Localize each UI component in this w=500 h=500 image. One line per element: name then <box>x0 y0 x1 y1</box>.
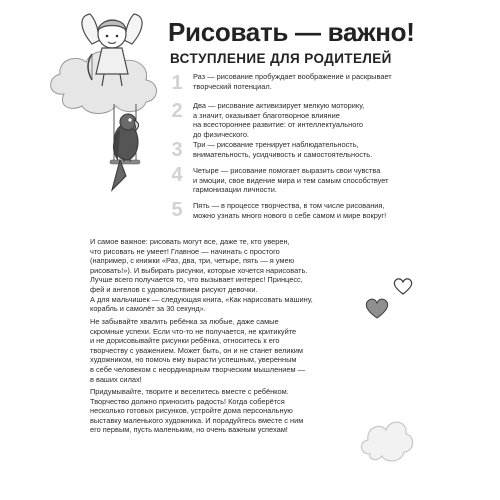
paragraph-line: что рисовать не умеет! Главное — начинать с простого <box>90 246 280 256</box>
paragraph-line: И самое важное: рисовать могут все, даже те, кто уверен, <box>90 237 290 246</box>
body-paragraph-1 <box>90 237 313 314</box>
reason-line: Четыре — рисование помогает выразить свои чувства <box>193 166 381 175</box>
heart-icon <box>364 296 390 320</box>
paragraph-line: фей и ангелов с удовольствием рисуют девочки. <box>90 284 258 294</box>
reason-number: 5 <box>171 199 183 221</box>
paragraph-line: Лучше всего получается то, что вызывает интерес! Принцесс, <box>90 275 303 285</box>
body-paragraph-2 <box>90 317 305 384</box>
reason-line: можно узнать много нового о себе самом и мире вокруг! <box>193 210 387 220</box>
paragraph-line: в себе человеком с неординарным творческим мышлением — <box>90 364 306 374</box>
reason-line: до физического. <box>193 129 249 139</box>
reason-line: внимательность, усидчивость и самостоятельность. <box>193 149 373 159</box>
reason-item <box>193 201 441 220</box>
page-subtitle: ВСТУПЛЕНИЕ ДЛЯ РОДИТЕЛЕЙ <box>170 51 392 66</box>
paragraph-line: Творчество должно приносить радость! Когда соберётся <box>90 396 285 406</box>
reason-number: 1 <box>171 72 183 94</box>
heart-icon <box>392 276 414 296</box>
body-paragraph-3 <box>90 387 303 435</box>
reason-number: 2 <box>171 100 183 122</box>
paragraph-line: и не дорисовывайте рисунки ребёнка, относитесь к его <box>90 336 280 346</box>
paragraph-line: в ваших силах! <box>90 374 142 384</box>
reason-line: Раз — рисование пробуждает воображение и раскрывает <box>193 72 392 81</box>
paragraph-line: (например, с книжки «Раз, два, три, четыре, пять — я умею <box>90 256 295 266</box>
reason-item <box>193 101 441 139</box>
reason-line: а значит, оказывает благотворное влияние <box>193 110 340 120</box>
reason-line: творческий потенциал. <box>193 81 272 91</box>
page-title: Рисовать — важно! <box>168 17 415 47</box>
paragraph-line: несколько готовых рисунков, устройте дома персональную <box>90 406 293 416</box>
paragraph-line: скромные успехи. Если что-то не получается, не критикуйте <box>90 326 297 336</box>
reason-line: Три — рисование тренирует наблюдательность, <box>193 140 359 149</box>
reason-item <box>193 140 441 159</box>
reason-line: гармонизации личности. <box>193 185 277 195</box>
paragraph-line: творчеству с уважением. Может быть, он и не станет великим <box>90 345 303 355</box>
reason-number: 4 <box>171 164 183 186</box>
paragraph-line: Придумывайте, творите и веселитесь вместе с ребёнком. <box>90 387 289 396</box>
reason-number: 3 <box>171 139 183 161</box>
reason-line: Два — рисование активизирует мелкую моторику, <box>193 101 365 110</box>
parrot-icon <box>112 114 139 190</box>
paragraph-line: корабль и самолёт за 30 секунд». <box>90 304 206 314</box>
paragraph-line: рисовать!»). И выбирать рисунки, которые хочется нарисовать. <box>90 265 308 275</box>
cloud-icon <box>356 414 416 468</box>
reason-line: и эмоции, свое видение мира и тем самым способствует <box>193 175 389 185</box>
paragraph-line: Не забывайте хвалить ребёнка за любые, даже самые <box>90 317 279 326</box>
paragraph-line: выставку маленького художника. И порадуйтесь вместе с ним <box>90 415 304 425</box>
reason-line: Пять — в процессе творчества, в том числе рисования, <box>193 201 385 210</box>
reason-item <box>193 72 441 91</box>
paragraph-line: А для мальчишек — следующая книга, «Как нарисовать машину, <box>90 294 313 304</box>
reason-line: на всестороннее развитие: от интеллектуального <box>193 120 363 130</box>
paragraph-line: его первым, пусть маленьким, но очень важным успехам! <box>90 425 288 435</box>
angel-parrot-illustration <box>0 0 170 260</box>
reason-item <box>193 166 441 195</box>
paragraph-line: художником, но помочь ему вырасти успешным, уверенным <box>90 355 297 365</box>
